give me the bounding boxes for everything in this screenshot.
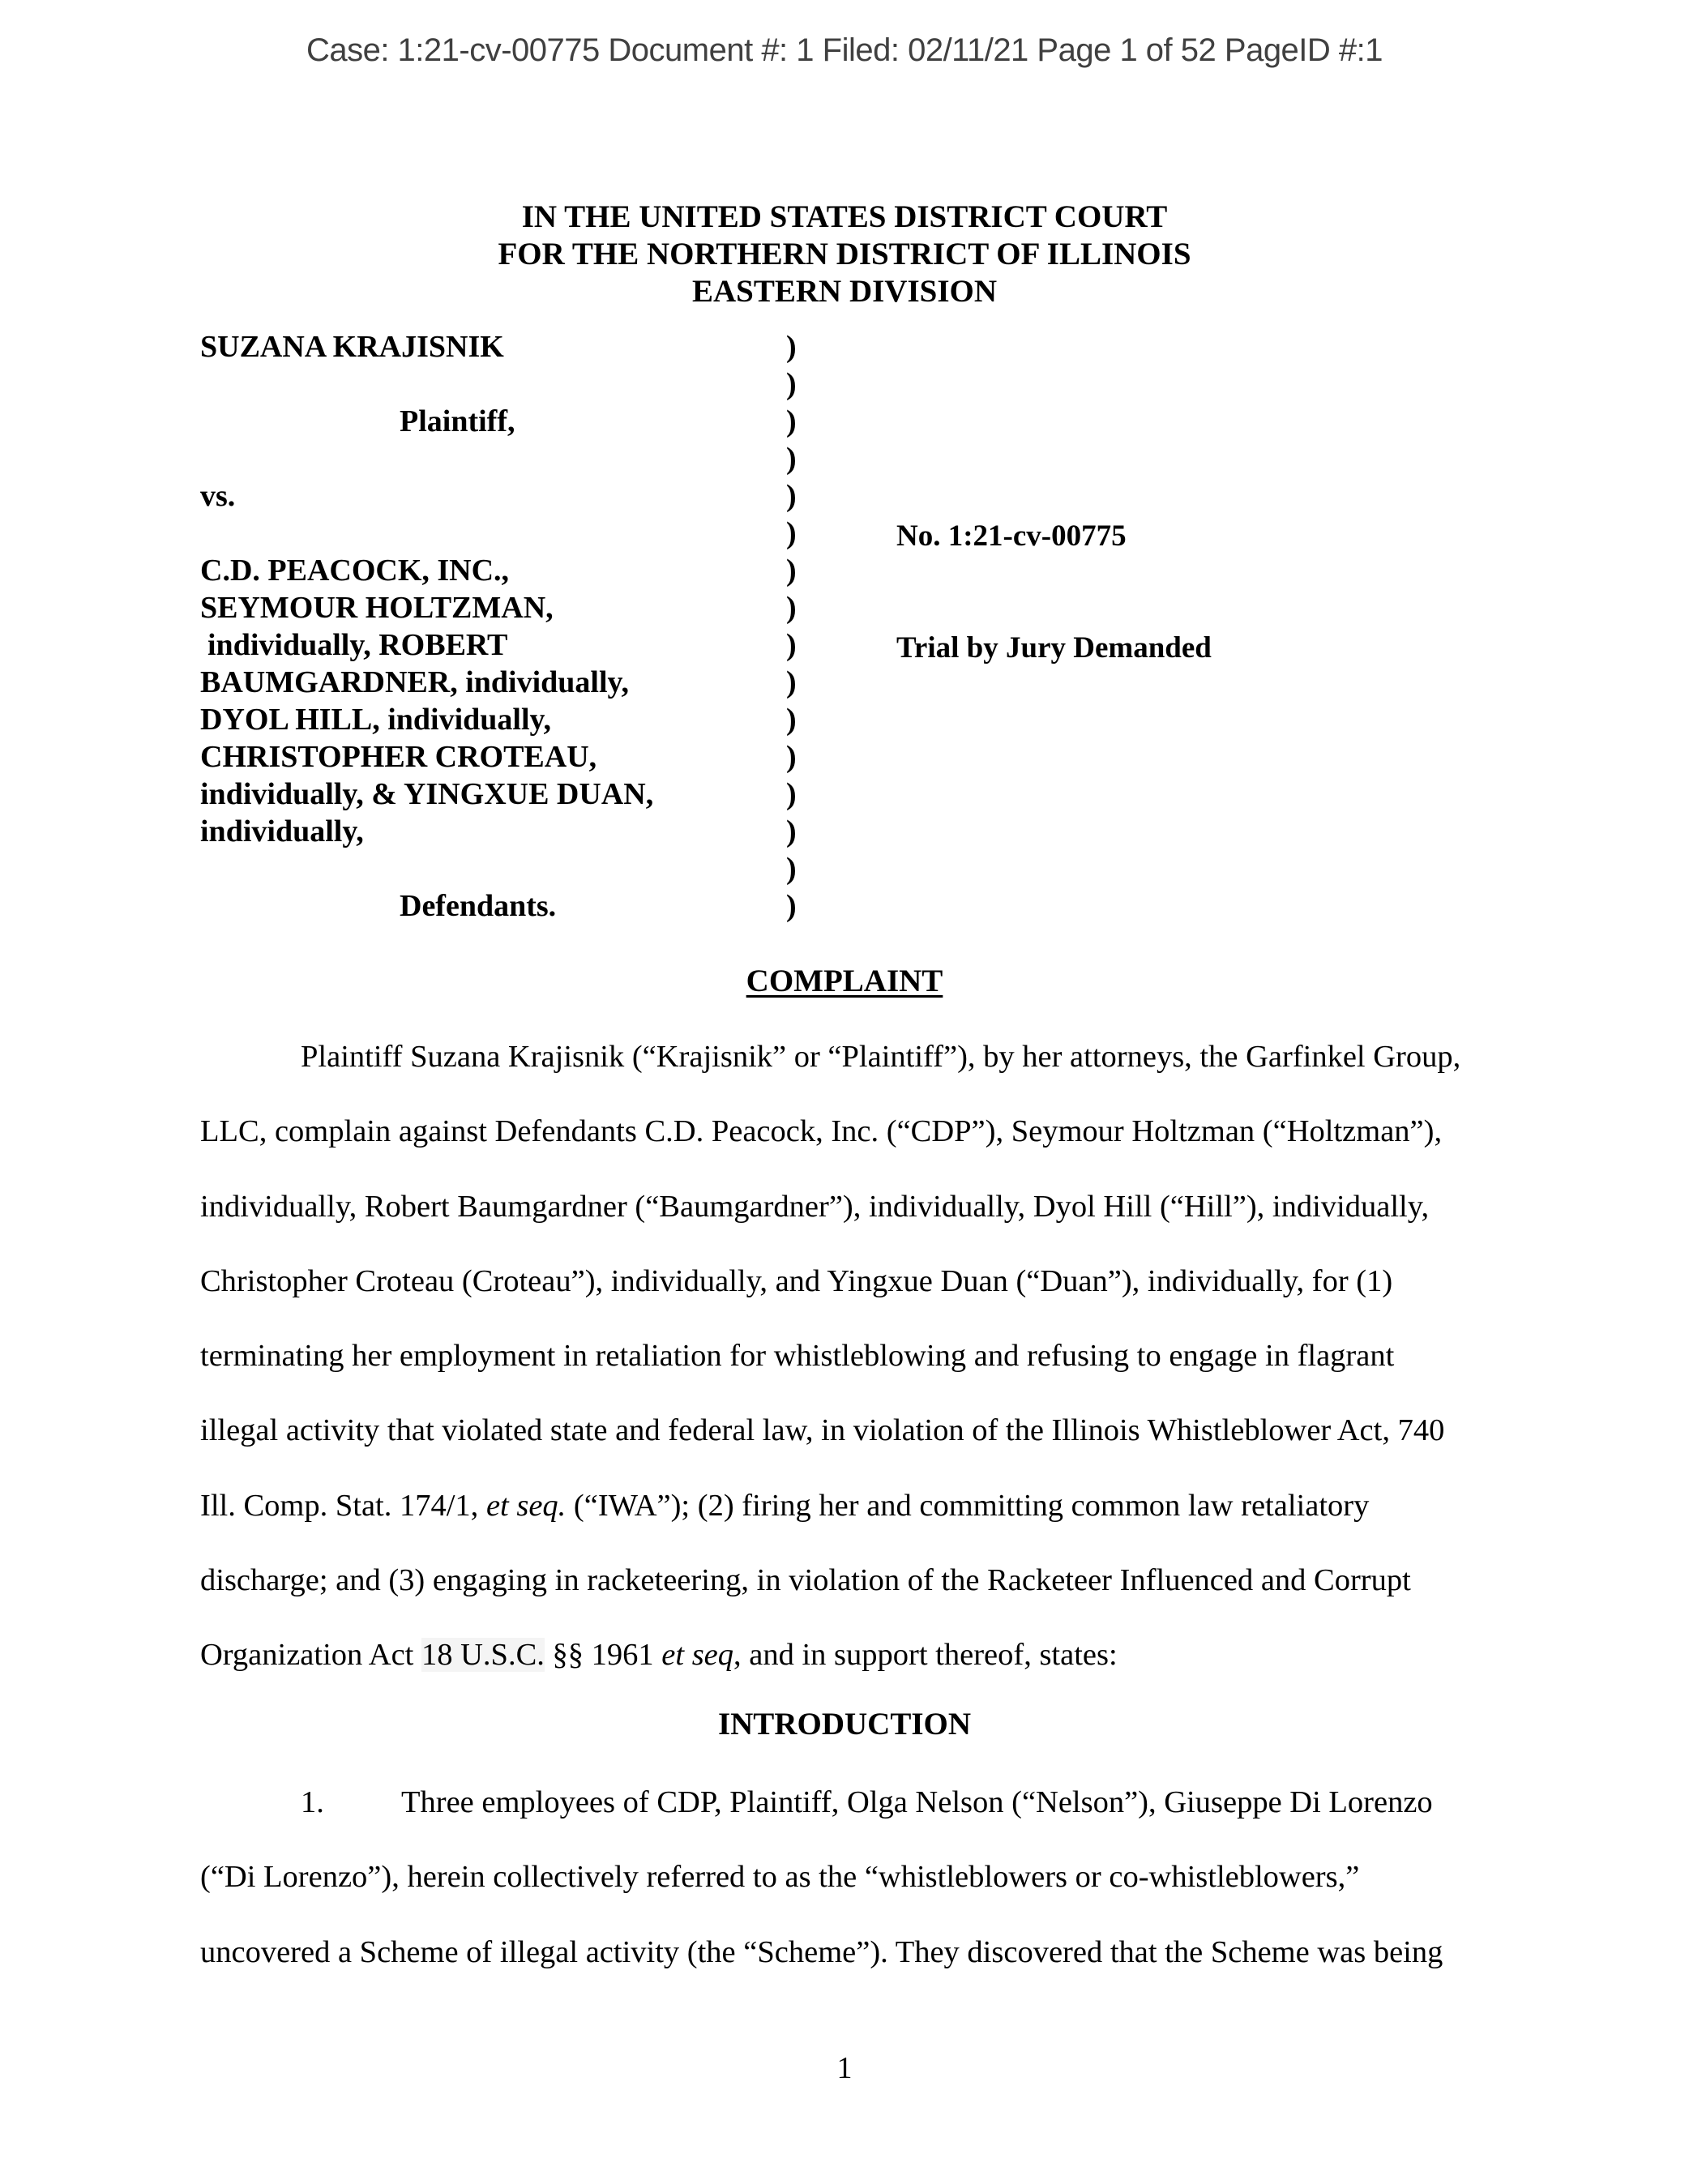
text-line: individually, Robert Baumgardner (“Baumgardner”), individually, Dyol Hill (“Hill”), individually,	[200, 1189, 1430, 1224]
case-number: No. 1:21-cv-00775	[896, 519, 1127, 553]
caption-paren: )	[786, 703, 797, 737]
caption-paren: )	[786, 553, 797, 588]
text-line: LLC, complain against Defendants C.D. Peacock, Inc. (“CDP”), Seymour Holtzman (“Holtzman”),	[200, 1114, 1443, 1149]
highlighted-citation[interactable]: 18 U.S.C.	[421, 1638, 545, 1673]
defendant-line: C.D. PEACOCK, INC.,	[200, 553, 510, 588]
text-line	[200, 1765, 1497, 1840]
caption-paren: )	[786, 740, 797, 774]
defendant-line: CHRISTOPHER CROTEAU,	[200, 740, 597, 774]
caption-paren: )	[786, 665, 797, 699]
introduction-heading: INTRODUCTION	[717, 1707, 972, 1742]
text-line: uncovered a Scheme of illegal activity (the “Scheme”). They discovered that the Scheme was being	[200, 1934, 1443, 1969]
caption-paren: )	[786, 852, 797, 886]
complaint-intro-paragraph	[200, 1019, 1497, 1693]
caption-paren: )	[786, 889, 797, 923]
defendant-line: individually,	[200, 814, 364, 848]
case-header-stamp: Case: 1:21-cv-00775 Document #: 1 Filed: 02/11/21 Page 1 of 52 PageID #:1	[306, 32, 1383, 68]
caption-paren-column	[786, 328, 810, 925]
caption-paren: )	[786, 628, 797, 662]
court-heading-line: EASTERN DIVISION	[691, 274, 998, 309]
complaint-heading: COMPLAINT	[746, 964, 943, 998]
text-line: terminating her employment in retaliation for whistleblowing and refusing to engage in flagrant	[200, 1339, 1395, 1374]
case-caption-parties	[200, 328, 768, 925]
caption-paren: )	[786, 442, 797, 476]
court-heading	[0, 199, 1689, 310]
caption-paren: )	[786, 479, 797, 513]
text-line: discharge; and (3) engaging in racketeering, in violation of the Racketeer Influenced and Corrupt	[200, 1563, 1411, 1598]
defendant-line: individually, ROBERT	[207, 628, 508, 662]
text-line	[200, 1468, 1497, 1543]
caption-paren: )	[786, 777, 797, 811]
text-segment: Three employees of CDP, Plaintiff, Olga Nelson (“Nelson”), Giuseppe Di Lorenzo	[401, 1785, 1433, 1819]
versus-label: vs.	[200, 479, 236, 513]
caption-paren: )	[786, 330, 797, 364]
text-line: Plaintiff Suzana Krajisnik (“Krajisnik” or “Plaintiff”), by her attorneys, the Garfinkel Group,	[301, 1040, 1461, 1074]
paragraph-number: 1.	[301, 1785, 324, 1819]
text-line: illegal activity that violated state and federal law, in violation of the Illinois Whistleblower Act, 740	[200, 1413, 1445, 1448]
court-heading-line: IN THE UNITED STATES DISTRICT COURT	[521, 199, 1168, 234]
court-heading-line: FOR THE NORTHERN DISTRICT OF ILLINOIS	[498, 237, 1191, 271]
text-line: (“Di Lorenzo”), herein collectively referred to as the “whistleblowers or co-whistleblowers,”	[200, 1860, 1360, 1895]
text-segment: Ill. Comp. Stat. 174/1,	[200, 1488, 486, 1523]
italic-citation: et seq	[661, 1638, 734, 1673]
caption-paren: )	[786, 591, 797, 625]
caption-paren: )	[786, 367, 797, 401]
caption-paren: )	[786, 814, 797, 848]
defendant-line: individually, & YINGXUE DUAN,	[200, 777, 654, 811]
defendants-label: Defendants.	[400, 889, 557, 923]
plaintiff-label: Plaintiff,	[400, 404, 515, 438]
text-segment: §§ 1961	[544, 1638, 662, 1673]
page-number: 1	[836, 2051, 853, 2085]
text-segment: Organization Act	[200, 1638, 421, 1673]
defendant-line: BAUMGARDNER, individually,	[200, 665, 629, 699]
plaintiff-name: SUZANA KRAJISNIK	[200, 330, 504, 364]
caption-paren: )	[786, 404, 797, 438]
text-line: Christopher Croteau (Croteau”), individually, and Yingxue Duan (“Duan”), individually, for (1)	[200, 1263, 1393, 1298]
text-segment: , and in support thereof, states:	[733, 1638, 1118, 1673]
text-line	[200, 1618, 1497, 1692]
text-segment: (“IWA”); (2) firing her and committing common law retaliatory	[566, 1488, 1370, 1523]
italic-citation: et seq.	[485, 1488, 567, 1523]
jury-demand: Trial by Jury Demanded	[896, 631, 1212, 665]
caption-paren: )	[786, 516, 797, 550]
paragraph-1	[200, 1765, 1497, 1990]
defendant-line: SEYMOUR HOLTZMAN,	[200, 591, 554, 625]
defendant-line: DYOL HILL, individually,	[200, 703, 551, 737]
